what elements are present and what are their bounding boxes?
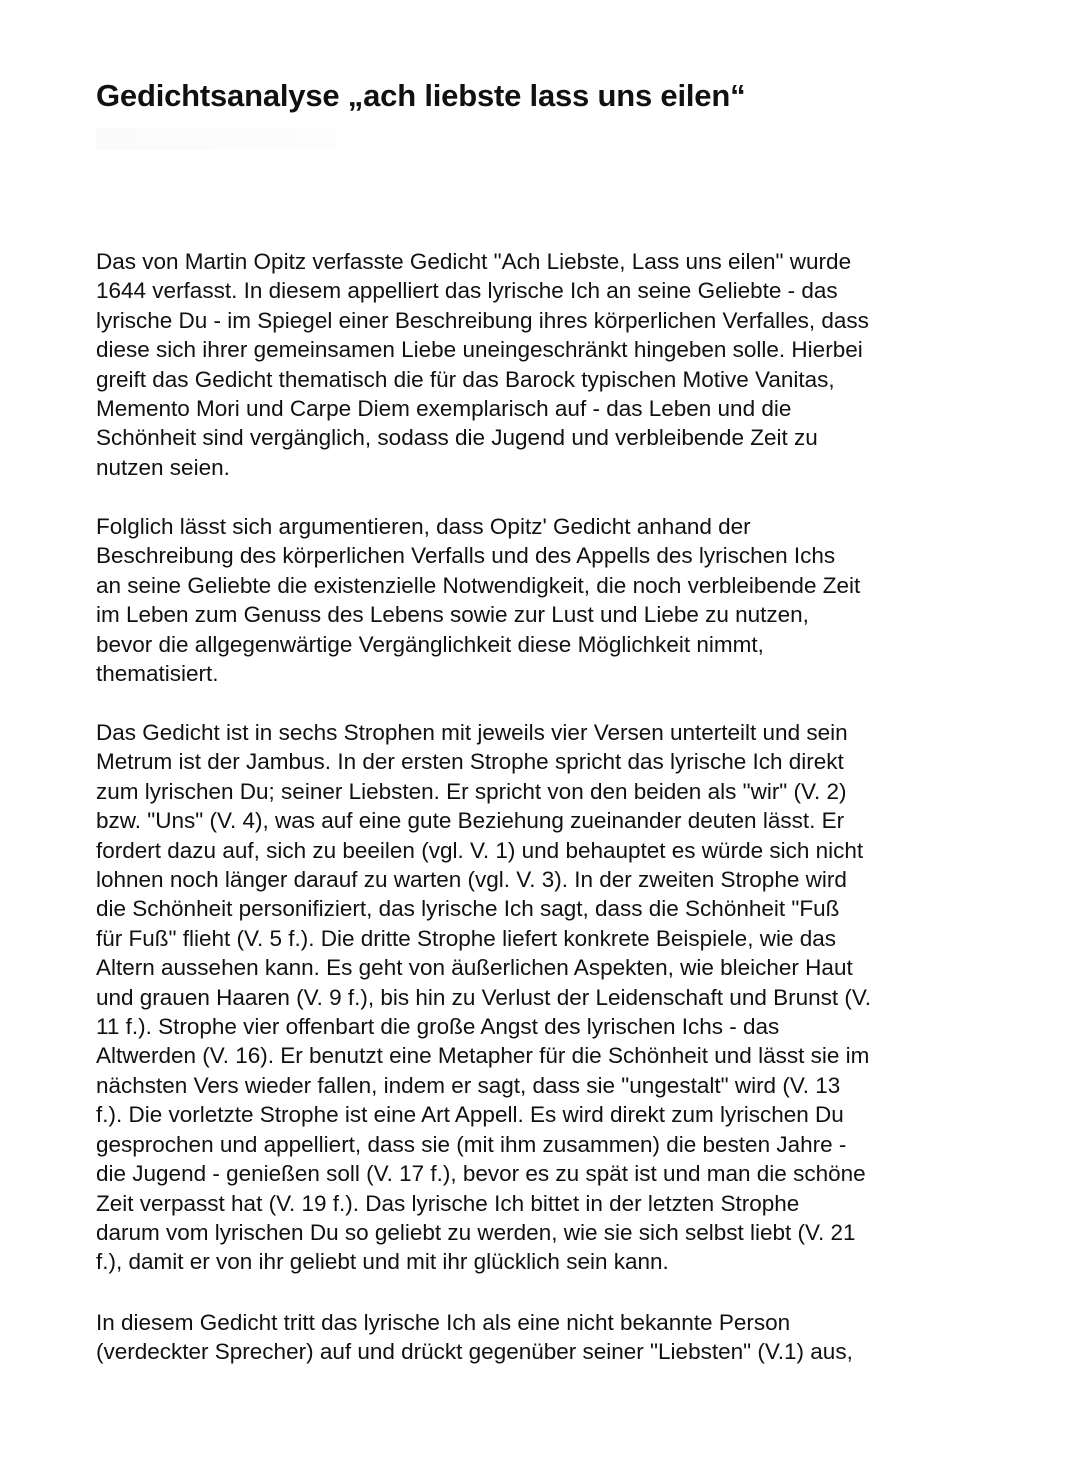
text-line: Das von Martin Opitz verfasste Gedicht "Ach Liebste, Lass uns eilen" wurde	[96, 249, 852, 274]
text-line: Altwerden (V. 16). Er benutzt eine Metapher für die Schönheit und lässt sie im	[96, 1043, 870, 1069]
text-line: f.), damit er von ihr geliebt und mit ihr glücklich sein kann.	[96, 1249, 669, 1275]
text-line: Folglich lässt sich argumentieren, dass Opitz' Gedicht anhand der	[96, 514, 751, 539]
text-line: nutzen seien.	[96, 454, 230, 480]
text-line: In diesem Gedicht tritt das lyrische Ich als eine nicht bekannte Person	[96, 1310, 791, 1335]
text-line: darum vom lyrischen Du so geliebt zu werden, wie sie sich selbst liebt (V. 21	[96, 1219, 856, 1245]
text-line: nächsten Vers wieder fallen, indem er sagt, dass sie "ungestalt" wird (V. 13	[96, 1072, 841, 1098]
text-line: und grauen Haaren (V. 9 f.), bis hin zu Verlust der Leidenschaft und Brunst (V.	[96, 984, 872, 1010]
text-line: für Fuß" flieht (V. 5 f.). Die dritte Strophe liefert konkrete Beispiele, wie das	[96, 925, 836, 951]
paragraph-introduction	[96, 247, 996, 482]
text-line: Schönheit sind vergänglich, sodass die Jugend und verbleibende Zeit zu	[96, 425, 818, 451]
text-line: greift das Gedicht thematisch die für das Barock typischen Motive Vanitas,	[96, 366, 835, 392]
paragraph-speaker	[96, 1308, 996, 1367]
text-line: Beschreibung des körperlichen Verfalls und des Appells des lyrischen Ichs	[96, 543, 836, 569]
text-line: diese sich ihrer gemeinsamen Liebe uneingeschränkt hingeben solle. Hierbei	[96, 337, 863, 363]
text-line: Metrum ist der Jambus. In der ersten Strophe spricht das lyrische Ich direkt	[96, 749, 844, 775]
text-line: bevor die allgegenwärtige Vergänglichkeit diese Möglichkeit nimmt,	[96, 631, 764, 657]
text-line: bzw. "Uns" (V. 4), was auf eine gute Beziehung zueinander deuten lässt. Er	[96, 808, 845, 834]
text-line: lyrische Du - im Spiegel einer Beschreibung ihres körperlichen Verfalles, dass	[96, 307, 869, 333]
text-line: die Schönheit personifiziert, das lyrische Ich sagt, dass die Schönheit "Fuß	[96, 896, 840, 922]
text-line: fordert dazu auf, sich zu beeilen (vgl. V. 1) und behauptet es würde sich nicht	[96, 837, 864, 863]
text-line: Altern aussehen kann. Es geht von äußerlichen Aspekten, wie bleicher Haut	[96, 955, 853, 981]
text-line: im Leben zum Genuss des Lebens sowie zur Lust und Liebe zu nutzen,	[96, 602, 809, 628]
text-line: 11 f.). Strophe vier offenbart die große Angst des lyrischen Ichs - das	[96, 1014, 780, 1040]
text-line: (verdeckter Sprecher) auf und drückt gegenüber seiner "Liebsten" (V.1) aus,	[96, 1339, 853, 1365]
text-line: an seine Geliebte die existenzielle Notwendigkeit, die noch verbleibende Zeit	[96, 572, 861, 598]
text-line: gesprochen und appelliert, dass sie (mit ihm zusammen) die besten Jahre -	[96, 1131, 847, 1157]
text-line: zum lyrischen Du; seiner Liebsten. Er spricht von den beiden als "wir" (V. 2)	[96, 778, 847, 804]
text-line: thematisiert.	[96, 661, 219, 687]
text-line: Das Gedicht ist in sechs Strophen mit jeweils vier Versen unterteilt und sein	[96, 720, 848, 745]
text-line: die Jugend - genießen soll (V. 17 f.), bevor es zu spät ist und man die schöne	[96, 1161, 866, 1187]
page-title: Gedichtsanalyse „ach liebste lass uns eilen“	[96, 78, 746, 113]
text-line: 1644 verfasst. In diesem appelliert das lyrische Ich an seine Geliebte - das	[96, 278, 838, 304]
text-line: Zeit verpasst hat (V. 19 f.). Das lyrische Ich bittet in der letzten Strophe	[96, 1190, 800, 1216]
paragraph-structure	[96, 718, 996, 1277]
paragraph-thesis	[96, 512, 996, 688]
faded-subtitle-area	[96, 128, 336, 150]
text-line: f.). Die vorletzte Strophe ist eine Art Appell. Es wird direkt zum lyrischen Du	[96, 1102, 844, 1128]
text-line: Memento Mori und Carpe Diem exemplarisch auf - das Leben und die	[96, 396, 792, 422]
text-line: lohnen noch länger darauf zu warten (vgl. V. 3). In der zweiten Strophe wird	[96, 867, 847, 893]
